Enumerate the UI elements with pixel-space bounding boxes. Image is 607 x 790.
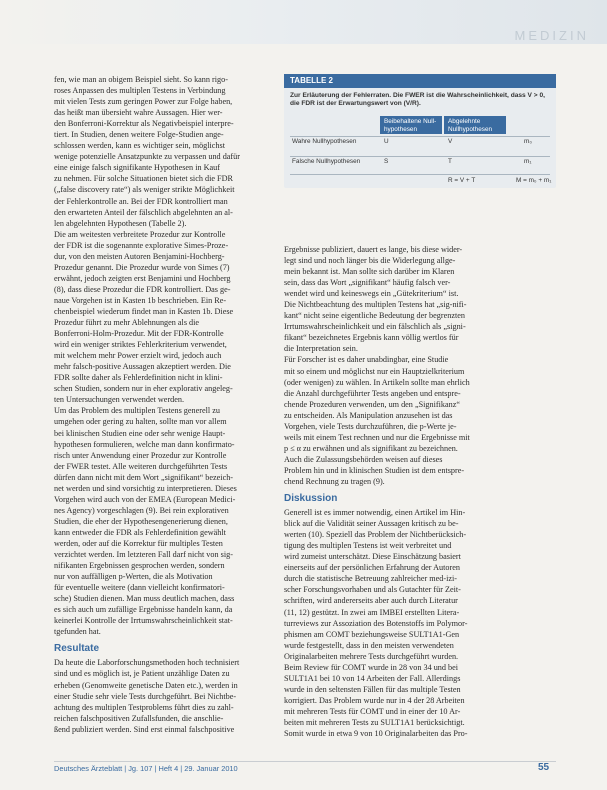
text-line: schlossen werden, kann es wichtiger sein, möglichst — [54, 141, 225, 151]
text-line: legt sind und noch länger bis die Widerlegung allge- — [284, 256, 456, 266]
text-line: Studien, die eher der Hypothesengenerierung dienen, — [54, 516, 228, 526]
text-line: mit vielen Tests zum geringen Power zur Folge haben, — [54, 97, 233, 107]
table-cell: U — [384, 138, 389, 145]
text-line: Bonferroni-Holm-Prozedur. Mit der FDR-Kontrolle — [54, 329, 224, 339]
table-row-label: Wahre Nullhypothesen — [292, 138, 357, 145]
text-line: hypothesen formulieren, welche man dann konfirmato- — [54, 439, 235, 449]
text-line: FDR sollte daher als Fehlerdefinition nicht in klini- — [54, 373, 223, 383]
text-line: Die am weitesten verbreitete Prozedur zur Kontrolle — [54, 229, 226, 239]
text-line: Auch die Zulassungsbehörden weisen auf dieses — [284, 454, 443, 464]
text-line: es sich auch um zufällige Ergebnisse handeln kann, da — [54, 605, 233, 615]
paragraph — [54, 405, 274, 637]
text-line: nifikanten Ergebnissen gesprochen werden, sondern — [54, 561, 225, 571]
table-caption: Zur Erläuterung der Fehlerraten. Die FWER ist die Wahrscheinlichkeit, dass V > 0, die FDR ist der Erwartungswert von (V/R). — [290, 92, 545, 107]
text-line: Problem hin und in klinischen Studien ist dem entspre- — [284, 465, 465, 475]
text-line: ten Untersuchungen verwendet werden. — [54, 395, 185, 405]
text-line: beiten mit mehreren Tests zu SULT1A1 berücksichtigt. — [284, 717, 465, 727]
text-line: dürfen dann nicht mit dem Wort „signifikant“ bezeich- — [54, 472, 234, 482]
text-line: einerseits auf der persönlichen Erfahrung der Autoren — [284, 563, 460, 573]
text-line: roses Anpassen des multiplen Testens in Verbindung — [54, 86, 226, 96]
table-divider — [290, 156, 550, 157]
text-line: risch unter Anwendung einer Prozedur zur Kontrolle — [54, 450, 227, 460]
text-line: korrigiert. Das Problem wurde nur in 4 der 28 Arbeiten — [284, 695, 465, 705]
table-col-header-2: Abgelehnte Nullhypothesen — [444, 116, 506, 134]
text-line: SULT1A1 bei 10 von 14 Arbeiten der Fall. Allerdings — [284, 673, 461, 683]
text-line: p ≤ α zu erwähnen und als signifikant zu bezeichnen. — [284, 443, 458, 453]
paragraph — [284, 354, 524, 453]
text-line: einer Studie sehr viele Tests durchgeführt. Bei Nichtbe- — [54, 691, 237, 701]
text-line: Prozedur genannt. Die Prozedur wurde von Simes (7) — [54, 262, 230, 272]
text-line: len abgelehnten Hypothesen (Tabelle 2). — [54, 218, 187, 228]
text-line: zu entscheiden. Als Manipulation anzusehen ist das — [284, 410, 453, 420]
text-line: scher Forschungsvorhaben und als Gutachter für Zeit- — [284, 585, 461, 595]
text-line: naue Vorgehen ist in Kasten 1b beschrieben. Ein Re- — [54, 295, 227, 305]
text-line: schriften, wird andererseits aber auch durch Literatur — [284, 596, 458, 606]
text-line: tgefunden hat. — [54, 627, 101, 637]
paragraph — [284, 244, 524, 354]
text-line: nes Agency) vorgeschlagen (9). Bei rein explorativen — [54, 505, 229, 515]
text-line: reichen falschpositiven Zufallsfunden, die anschlie- — [54, 713, 224, 723]
paragraph — [54, 229, 274, 406]
text-line: die Interpretation sein. — [284, 344, 358, 354]
text-line: verzichtet werden. Im letzteren Fall darf nicht von sig- — [54, 550, 233, 560]
text-line: durch die statistische Betreuung zahlreicher med-izi- — [284, 574, 458, 584]
text-line: der FWER testet. Alle weiteren durchgeführten Tests — [54, 461, 228, 471]
text-line: turreviews zur Assoziation des Botenstoffs im Polymor- — [284, 618, 468, 628]
paragraph — [54, 657, 274, 734]
text-line: erheben (Genomweite genetische Daten etc.), werden in — [54, 680, 238, 690]
text-line: nur von auffälligen p-Werten, die als Motivation — [54, 572, 213, 582]
text-line: umgehen oder gering zu halten, sollte man vor allem — [54, 417, 227, 427]
table-box — [284, 74, 556, 188]
text-line: wurde festgestellt, dass in den meisten verwendeten — [284, 640, 454, 650]
text-line: den Bonferroni-Korrektur als Negativbeispiel interpre- — [54, 119, 234, 129]
table-row-label: Falsche Nullhypothesen — [292, 158, 361, 165]
text-line: schen Studien, sondern nur in eher explorativ angeleg- — [54, 384, 233, 394]
text-line: sein, dass das Wort „signifikant“ häufig falsch ver- — [284, 278, 451, 288]
text-line: bei klinischen Studien eine oder sehr wenige Haupt- — [54, 428, 226, 438]
table-total-cell: M = m₀ + m₁ — [516, 177, 552, 184]
text-line: net werden und sind vorsichtig zu interpretieren. Dieses — [54, 483, 237, 493]
text-line: Irrtumswahrscheinlichkeit und ein fälschlich als „signi- — [284, 322, 466, 332]
text-line: phismen am COMT beziehungsweise SULT1A1-Gen — [284, 629, 460, 639]
text-line: erwähnt, jedoch zeigten erst Benjamini und Hochberg — [54, 273, 231, 283]
table-divider — [290, 136, 550, 137]
table-divider — [290, 174, 550, 175]
text-line: chende Prozeduren verwenden, um den „Signifikanz“ — [284, 399, 460, 409]
table-cell: T — [448, 158, 452, 165]
paragraph — [284, 454, 524, 487]
text-line: mit welchem mehr Power erzielt wird, jedoch auch — [54, 351, 222, 361]
text-line: wird ein weniger striktes Fehlerkriterium verwendet, — [54, 340, 227, 350]
text-line: achtung des multiplen Testproblems führt dies zu zahl- — [54, 702, 234, 712]
text-line: keinerlei Kontrolle der Irrtumswahrscheinlichkeit stat- — [54, 616, 233, 626]
text-line: Somit wurde in etwa 9 von 10 Originalarbeiten das Pro- — [284, 729, 468, 739]
table-cell: m₁ — [524, 158, 532, 165]
text-line: für eventuelle weitere (dann vielleicht konfirmatori- — [54, 583, 225, 593]
text-line: (11, 12) gestützt. In zwei am IMBEI erstellten Litera- — [284, 607, 460, 617]
text-line: Vorgehen wird auch von der EMEA (European Medici- — [54, 494, 236, 504]
text-line: (oder wenigen) zu wählen. In Artikeln sollte man ehrlich — [284, 377, 470, 387]
text-line: („false discovery rate“) als weniger strikte Möglichkeit — [54, 185, 235, 195]
text-line: kant“ nicht seine eigentliche Bedeutung der begrenzten — [284, 311, 465, 321]
text-line: Da heute die Laborforschungsmethoden hoch technisiert — [54, 658, 240, 668]
page-number: 55 — [538, 762, 550, 773]
text-line: mit so einem und möglichst nur ein Hauptzielkriterium — [284, 366, 465, 376]
table-cell: S — [384, 158, 389, 165]
text-line: mit mehreren Tests für COMT und in einer der 10 Ar- — [284, 706, 461, 716]
text-line: (8), dass diese Prozedur die FDR kontrolliert. Das ge- — [54, 284, 231, 294]
text-line: werten (10). Speziell das Problem der Nichtberücksich- — [284, 530, 467, 540]
left-text-column — [54, 74, 274, 735]
right-text-column — [284, 244, 524, 739]
footer-divider — [54, 761, 556, 762]
paragraph — [54, 74, 274, 229]
text-line: chend Rechnung zu tragen (9). — [284, 476, 385, 486]
text-line: das heißt man übersieht wahre Aussagen. Hier wer- — [54, 108, 223, 118]
text-line: werden, oder auf die Korrektur für multiples Testen — [54, 538, 223, 548]
text-line: mehr falsch-positive Aussagen akzeptiert werden. Die — [54, 362, 231, 372]
text-line: den erwarteten Anteil der fälschlich abgelehnten an al- — [54, 207, 233, 217]
text-line: kann entweder die FDR als Fehlerdefinition gewählt — [54, 527, 226, 537]
paragraph — [284, 507, 524, 739]
section-label: MEDIZIN — [514, 28, 589, 43]
section-heading-results: Resultate — [54, 643, 100, 655]
text-line: Für Forscher ist es daher unabdingbar, eine Studie — [284, 355, 449, 365]
text-line: fikant“ bezeichnetes Ergebnis kann völlig wertlos für — [284, 333, 459, 343]
text-line: Ergebnisse publiziert, dauert es lange, bis diese wider- — [284, 245, 463, 254]
section-heading-discussion: Diskussion — [284, 493, 338, 505]
text-line: eine einige falsch signifikante Hypothesen in Kauf — [54, 163, 220, 173]
text-line: Beim Review für COMT wurde in 28 von 34 und bei — [284, 662, 459, 672]
text-line: tiert. In Studien, denen weitere Folge-Studien ange- — [54, 130, 224, 140]
text-line: ßend publiziert werden. Sind erst einmal falschpositive — [54, 724, 235, 734]
footer-journal: Deutsches Ärzteblatt | Jg. 107 | Heft 4 | 29. Januar 2010 — [54, 764, 238, 773]
text-line: Prozedur führt zu mehr Ablehnungen als die — [54, 318, 200, 328]
table-title: TABELLE 2 — [284, 74, 556, 88]
text-line: blick auf die Validität seiner Aussagen kritisch zu be- — [284, 519, 459, 529]
text-line: wird zumeist unterschätzt. Diese Einschätzung basiert — [284, 552, 461, 562]
table-cell: V — [448, 138, 453, 145]
text-line: sind und es möglich ist, je Patient unzählige Daten zu — [54, 669, 230, 679]
text-line: Um das Problem des multiplen Testens generell zu — [54, 406, 220, 416]
text-line: wendet wird und keineswegs ein „Gütekriterium“ ist. — [284, 289, 459, 299]
text-line: Vorgehen, viele Tests durchzuführen, die p-Werte je- — [284, 421, 457, 431]
text-line: wenige potenzielle Ansatzpunkte zu verpassen und dafür — [54, 152, 240, 162]
text-line: fen, wie man an obigem Beispiel sieht. So kann rigo- — [54, 75, 228, 84]
text-line: wurde in den seltensten Fällen für das multiple Testen — [284, 684, 461, 694]
text-line: sche) Studien dienen. Man muss deutlich machen, dass — [54, 594, 235, 604]
text-line: der Fehlerkontrolle an. Bei der FDR kontrolliert man — [54, 196, 228, 206]
text-line: Originalarbeiten mehrere Tests durchgeführt wurden. — [284, 651, 459, 661]
text-line: Die Nichtbeachtung des multiplen Testens hat „sig-nifi- — [284, 300, 467, 310]
text-line: chenbeispiel wiederum findet man in Kasten 1b. Diese — [54, 306, 234, 316]
text-line: die Anzahl durchgeführter Tests angeben und entspre- — [284, 388, 461, 398]
table-cell: m₀ — [524, 138, 532, 145]
text-line: zu nehmen. Für solche Situationen bietet sich die FDR — [54, 174, 233, 184]
text-line: dur, von den meisten Autoren Benjamini-Hochberg- — [54, 251, 225, 261]
table-col-header-1: Beibehaltene Null-hypothesen — [380, 116, 442, 134]
text-line: weils mit einem Test rechnen und nur die Ergebnisse mit — [284, 432, 470, 442]
text-line: tigung des multiplen Testens ist weit verbreitet und — [284, 541, 452, 551]
text-line: der FDR ist die sogenannte explorative Simes-Proze- — [54, 240, 229, 250]
text-line: Generell ist es immer notwendig, einen Artikel im Hin- — [284, 508, 466, 518]
table-total-cell: R = V + T — [448, 177, 476, 184]
text-line: mein bekannt ist. Man sollte sich darüber im Klaren — [284, 267, 455, 277]
